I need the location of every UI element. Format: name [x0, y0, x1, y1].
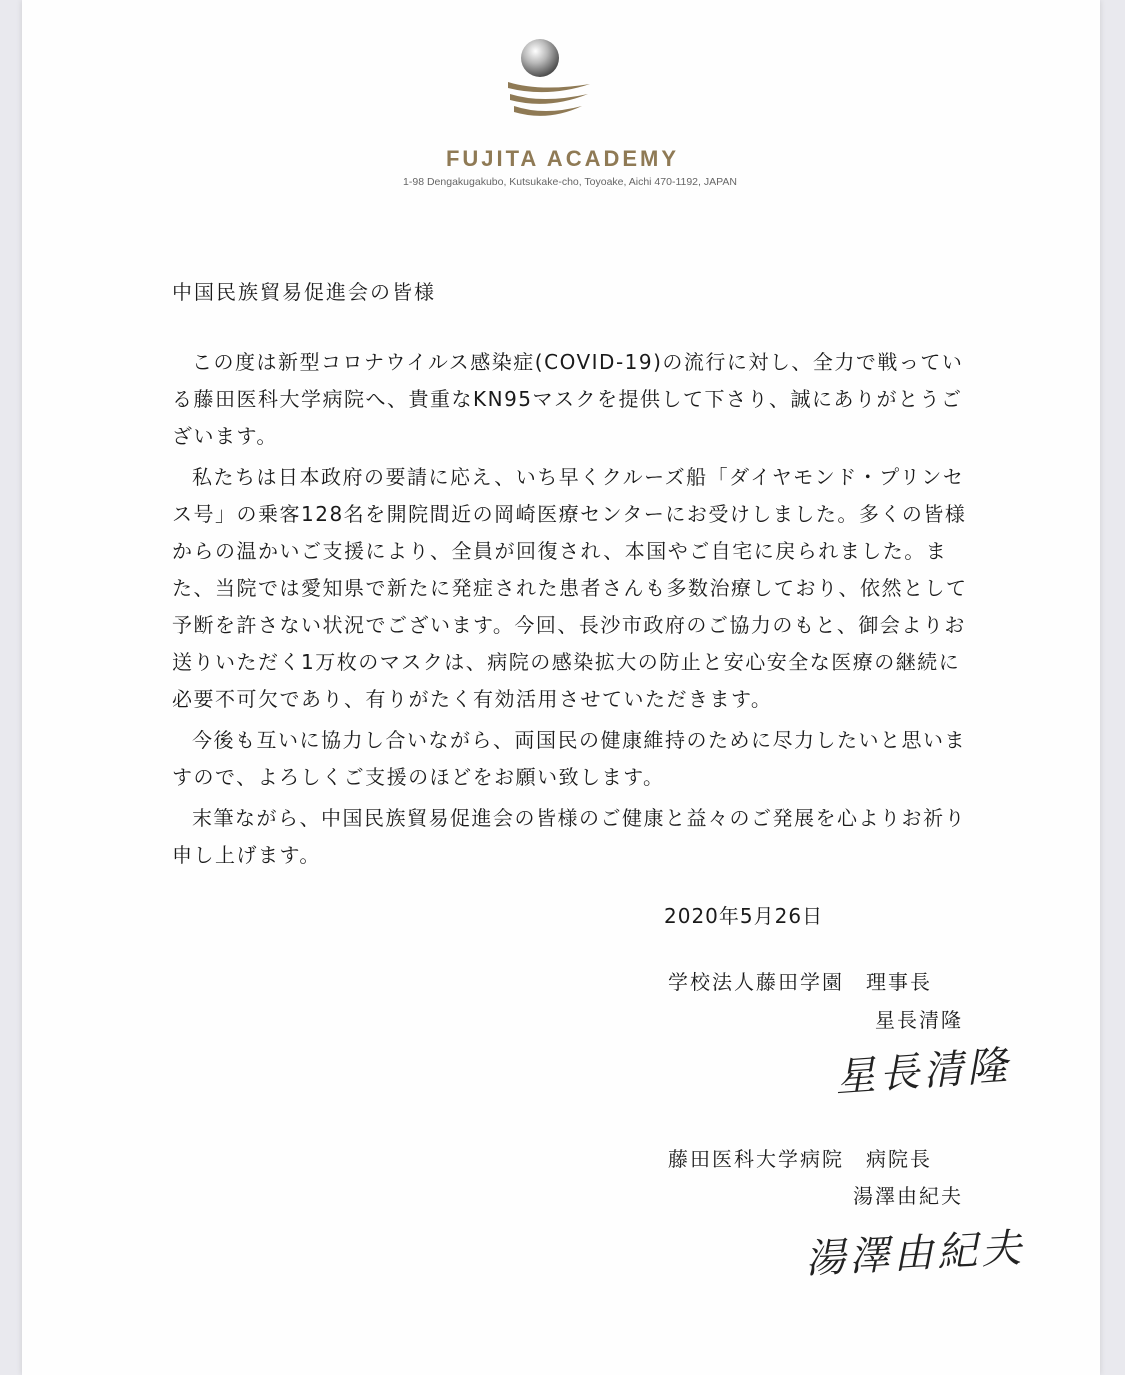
logo-sphere [521, 39, 559, 77]
handwritten-signature-chairman: 星長清隆 [833, 1042, 1013, 1102]
paragraph: この度は新型コロナウイルス感染症(COVID-19)の流行に対し、全力で戦っている藤田医科大学病院へ、貴重なKN95マスクを提供して下さり、誠にありがとうございます。 [172, 350, 964, 448]
handwritten-signature-director: 湯澤由紀夫 [804, 1225, 1027, 1283]
signatory-name-director: 湯澤由紀夫 [853, 1184, 963, 1208]
salutation: 中国民族貿易促進会の皆様 [172, 280, 436, 304]
logo-band-1 [508, 82, 590, 92]
letter-body [172, 274, 972, 878]
paragraph: 末筆ながら、中国民族貿易促進会の皆様のご健康と益々のご発展を心よりお祈り申し上げます。 [172, 806, 966, 867]
organization-name: FUJITA ACADEMY [445, 146, 680, 171]
fujita-academy-logo [490, 36, 590, 126]
paragraph: 私たちは日本政府の要請に応え、いち早くクルーズ船「ダイヤモンド・プリンセス号」の乗客128名を開院間近の岡崎医療センターにお受けしました。多くの皆様からの温かいご支援により、全員が回復され、本国やご自宅に戻られました。また、当院では愛知県で新たに発症された患者さんも多数治療しており、依然として予断を許さない状況でございます。今回、長沙市政府のご協力のもと、御会よりお送りいただく1万枚のマスクは、病院の感染拡大の防止と安心安全な医療の継続に必要不可欠であり、有りがたく有効活用させていただきます。 [172, 465, 968, 711]
organization-address: 1-98 Dengakugakubo, Kutsukake-cho, Toyoake, Aichi 470-1192, JAPAN [403, 176, 737, 188]
letter-date: 2020年5月26日 [664, 904, 824, 928]
logo-band-3 [514, 106, 582, 116]
signatory-name-chairman: 星長清隆 [875, 1008, 963, 1032]
paragraph: 今後も互いに協力し合いながら、両国民の健康維持のために尽力したいと思いますので、よろしくご支援のほどをお願い致します。 [172, 728, 966, 789]
signatory-title-chairman: 学校法人藤田学園 理事長 [668, 970, 932, 994]
logo-band-2 [510, 94, 588, 104]
signatory-title-director: 藤田医科大学病院 病院長 [668, 1147, 932, 1171]
